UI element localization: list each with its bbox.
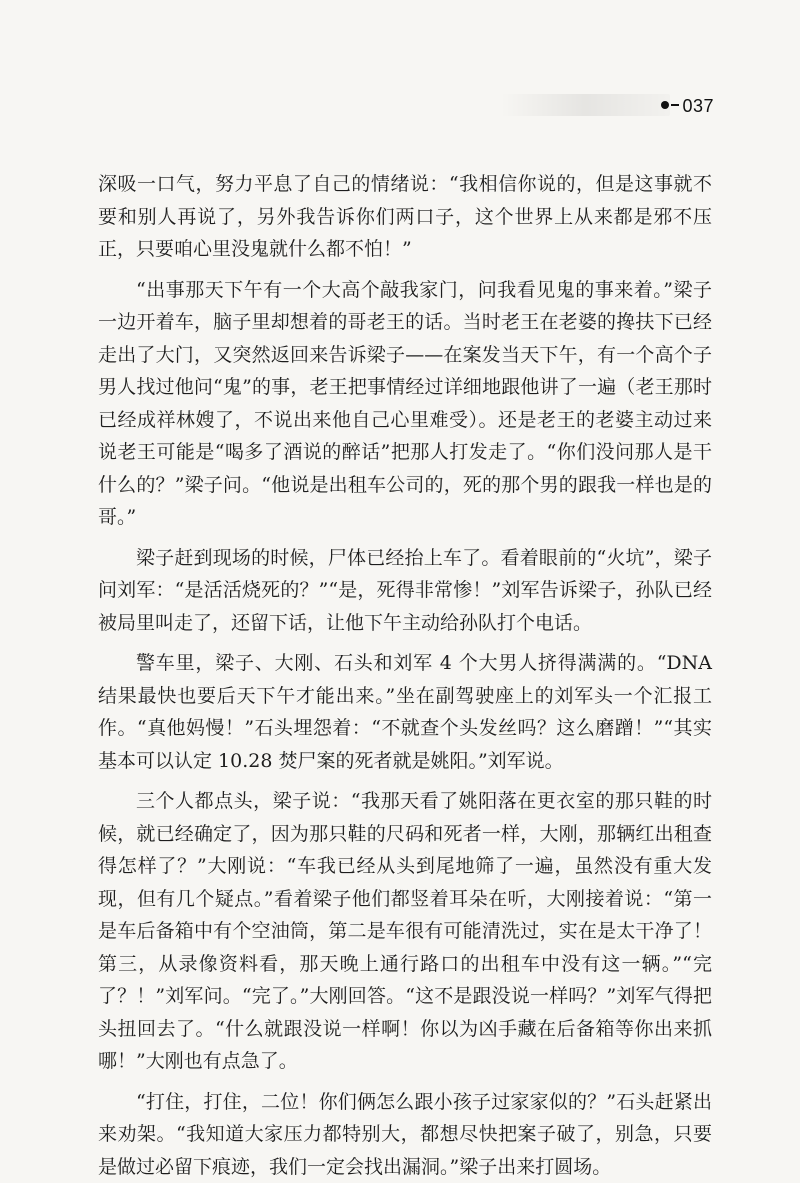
paragraph: “打住，打住，二位！你们俩怎么跟小孩子过家家似的？”石头赶紧出来劝架。“我知道大家压力都特别大，都想尽快把案子破了，别急，只要是做过必留下痕迹，我们一定会找出漏洞。”梁子出来打圆场。 [98,1086,712,1183]
paragraph: “出事那天下午有一个大高个敲我家门，问我看见鬼的事来着。”梁子一边开着车，脑子里却想着的哥老王的话。当时老王在老婆的搀扶下已经走出了大门，又突然返回来告诉梁子——在案发当天下午，有一个高个子男人找过他问“鬼”的事，老王把事情经过详细地跟他讲了一遍（老王那时已经成祥林嫂了，不说出来他自己心里难受）。还是老王的老婆主动过来说老王可能是“喝多了酒说的醉话”把那人打发走了。“你们没问那人是干什么的？”梁子问。“他说是出租车公司的，死的那个男的跟我一样也是的哥。” [98,274,712,534]
paragraph: 三个人都点头，梁子说：“我那天看了姚阳落在更衣室的那只鞋的时候，就已经确定了，因为那只鞋的尺码和死者一样，大刚，那辆红出租查得怎样了？”大刚说：“车我已经从头到尾地筛了一遍，虽然没有重大发现，但有几个疑点。”看着梁子他们都竖着耳朵在听，大刚接着说：“第一是车后备箱中有个空油筒，第二是车很有可能清洗过，实在是太干净了！第三，从录像资料看，那天晚上通行路口的出租车中没有这一辆。”“完了？！”刘军问。“完了。”大刚回答。“这不是跟没说一样吗？”刘军气得把头扭回去了。“什么就跟没说一样啊！你以为凶手藏在后备箱等你出来抓哪！”大刚也有点急了。 [98,785,712,1078]
dash-icon [671,104,679,106]
paragraph: 警车里，梁子、大刚、石头和刘军 4 个大男人挤得满满的。“DNA 结果最快也要后天下午才能出来。”坐在副驾驶座上的刘军头一个汇报工作。“真他妈慢！”石头埋怨着：“不就查个头发丝吗？这么磨蹭！”“其实基本可以认定 10.28 焚尸案的死者就是姚阳。”刘军说。 [98,647,712,777]
paragraph: 梁子赶到现场的时候，尸体已经抬上车了。看着眼前的“火坑”，梁子问刘军：“是活活烧死的？”“是，死得非常惨！”刘军告诉梁子，孙队已经被局里叫走了，还留下话，让他下午主动给孙队打个电话。 [98,542,712,640]
bullet-dot-icon [661,101,669,109]
paragraph: 深吸一口气，努力平息了自己的情绪说：“我相信你说的，但是这事就不要和别人再说了，另外我告诉你们两口子，这个世界上从来都是邪不压正，只要咱心里没鬼就什么都不怕！” [98,168,712,266]
page-number-text: 037 [682,96,714,116]
page-number [661,96,714,117]
show-through-header-band [500,94,670,116]
body-text [98,168,712,1183]
